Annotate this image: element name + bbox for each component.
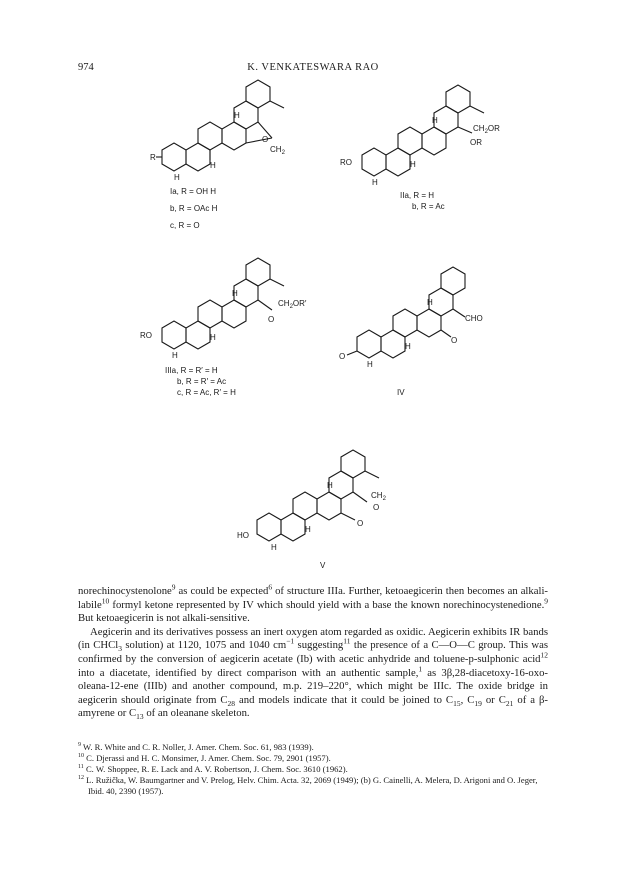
atom-h-label: H [172,351,178,360]
atom-h-label: H [234,111,240,120]
structure-II-caption [400,190,445,212]
caption-line: IIIa, R = R′ = H [165,366,218,375]
ch2or-label: $CH_2OR'$ [278,299,307,310]
structure-III [140,250,340,360]
structure-V [235,440,435,550]
atom-h-label: H [372,178,378,187]
substituent-ho: HO [237,531,249,540]
oxygen-label: O [262,135,269,144]
page-header [78,62,548,76]
atom-h-label: H [271,543,277,552]
ch2or-label: $CH_2OR$ [473,124,500,135]
atom-h-label: H [427,298,433,307]
footnote: $^{11}$ C. W. Shoppee, R. E. Lack and A. V. Robertson, J. Chem. Soc. 3610 (1962). [78,764,348,774]
footnote: $^{10}$ C. Djerassi and H. C. Monsimer, J. Amer. Chem. Soc. 79, 2901 (1957). [78,753,331,763]
footnote: $^9$ W. R. White and C. R. Noller, J. Amer. Chem. Soc. 61, 983 (1939). [78,742,314,752]
substituent-ro: RO [340,158,352,167]
running-head: K. VENKATESWARA RAO [247,62,379,73]
cho-label: CHO [465,314,483,323]
structure-III-caption [165,365,236,398]
structure-I [150,80,350,185]
oxygen-label: O [357,519,364,528]
structure-IV [335,265,535,370]
caption-line: b, R = OAc H [170,204,218,213]
footnotes [78,742,548,797]
paragraph-2: Aegicerin and its derivatives possess an inert oxygen atom regarded as oxidic. Aegicerin exhibits IR bands (in CHCl$_3$ solution) at 1120, 1075 and 1040 $cm^{-1}$ suggesting$^{11}$ the presence of a C—O—C group. This was confirmed by the conversion of aegicerin acetate (Ib) with acetic anhydride and toluene-p-sulphonic acid$^{12}$ into a diacetate, identified by direct comparison with an authentic sample,$^1$ as 3β,28-diacetoxy-16-oxo-oleana-12-ene (IIIb) and another compound, m.p. 219–220°, which might be IIIc. The oxide bridge in aegicerin should originate from $C_{28}$ and models indicate that it could be joined to $C_{15}$, $C_{19}$ or $C_{21}$ of a β-amyrene or $C_{13}$ of an oleanane skeleton. [78,625,548,722]
page-number: 974 [78,62,94,73]
atom-h-label: H [174,173,180,182]
caption-line: c, R = O [170,221,200,230]
structure-V-caption: V [320,561,326,570]
structure-IV-caption: IV [397,388,405,397]
structure-II [340,75,540,190]
caption-line: c, R = Ac, R′ = H [177,388,236,397]
caption-line: b, R = Ac [412,202,445,211]
ketone-oxygen: O [339,352,346,361]
atom-h-label: H [232,289,238,298]
atom-h-label: H [210,161,216,170]
atom-h-label: H [367,360,373,369]
oxygen-label: O [373,503,380,512]
paragraph-1: norechinocystenolone$^9$ as could be expected$^6$ of structure IIIa. Further, ketoaegicerin then becomes an alkali-labile$^{10}$ formyl ketone represented by IV which should yield with a base the known norechinocystenedione.$^9$ But ketoaegicerin is not alkali-sensitive. [78,582,548,625]
atom-h-label: H [405,342,411,351]
or-label: OR [470,138,482,147]
structure-I-caption [170,186,217,231]
atom-h-label: H [210,333,216,342]
atom-h-label: H [410,160,416,169]
oxygen-label: O [451,336,458,345]
oxygen-label: O [268,315,275,324]
ch2-label: $CH_2$ [270,145,285,156]
atom-h-label: H [327,481,333,490]
body-text [78,582,548,722]
atom-h-label: H [432,116,438,125]
atom-h-label: H [305,525,311,534]
footnote: $^{12}$ L. Ružička, W. Baumgartner and V. Prelog, Helv. Chim. Acta. 32, 2069 (1949); (b) G. Cainelli, A. Melera, D. Arigoni and O. Jeger, Ibid. 40, 2390 (1957). [78,775,538,796]
substituent-ro: RO [140,331,152,340]
caption-line: b, R = R′ = Ac [177,377,227,386]
ch2-label: $CH_2$ [371,491,386,502]
caption-line: IIa, R = H [400,191,435,200]
substituent-r: R [150,153,156,162]
caption-line: Ia, R = OH H [170,187,217,196]
